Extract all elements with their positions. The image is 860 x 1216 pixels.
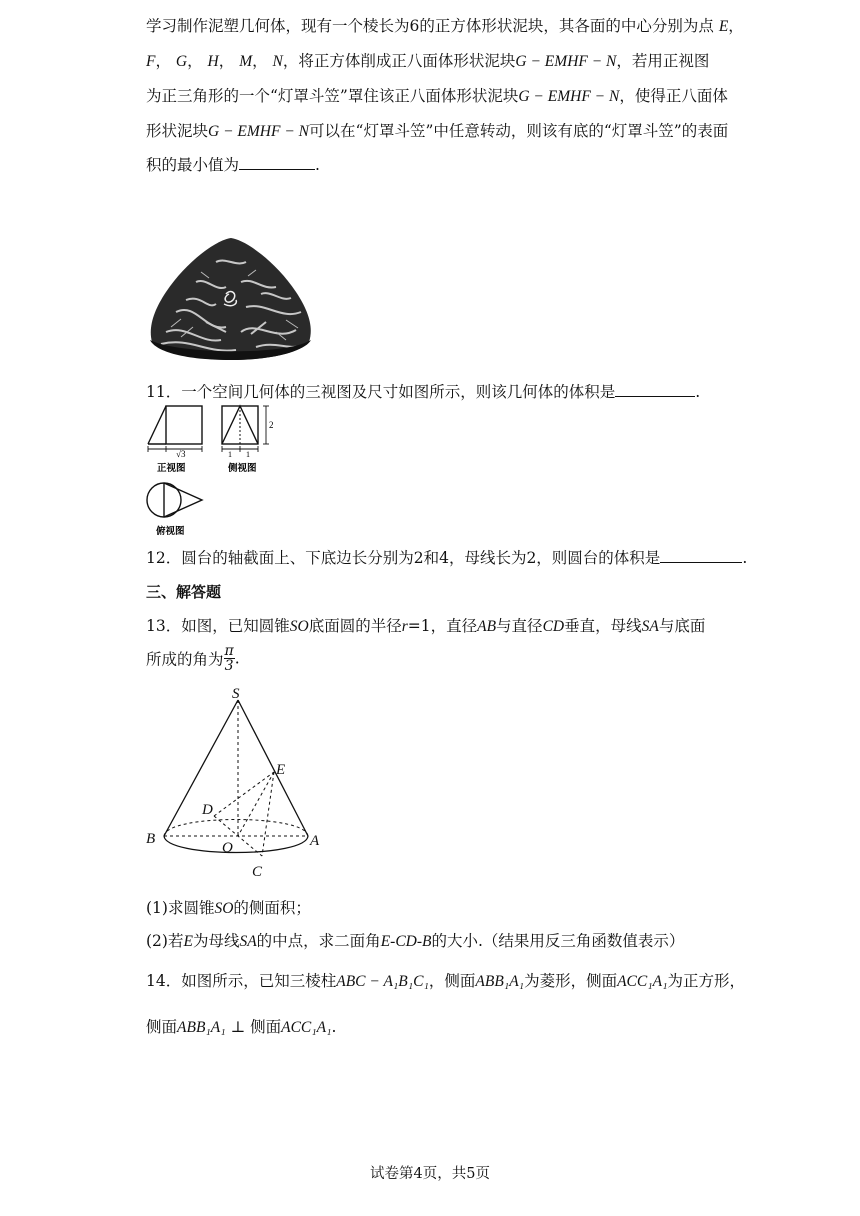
cone-diagram: [144, 686, 334, 886]
dim-sqrt3-label: √3: [176, 449, 186, 459]
point-E-label: E: [276, 762, 286, 778]
q11-text: 11．一个空间几何体的三视图及尺寸如图所示，则该几何体的体积是 .: [146, 383, 701, 401]
answer-blank: [239, 168, 315, 170]
angle-fraction: $\frac{\pi}{3}$: [224, 643, 234, 674]
point-D-label: D: [202, 802, 213, 818]
svg-text:1: 1: [246, 450, 250, 459]
p10-line-3: 为正三角形的一个“灯罩斗笠”罩住该正八面体形状泥块G − EMHF − N，使得正八面体: [146, 87, 728, 105]
point-B-label: B: [146, 831, 156, 847]
p10-line-1: 学习制作泥塑几何体，现有一个棱长为6的正方体形状泥块，其各面的中心分别为点 E，: [146, 17, 744, 35]
top-view: [147, 483, 202, 517]
front-view: [148, 406, 202, 444]
p10-line-5: 积的最小值为 .: [146, 156, 320, 174]
svg-text:1: 1: [228, 450, 232, 459]
q13-line-1: 13．如图，已知圆锥SO底面圆的半径r=1，直径AB与直径CD垂直，母线SA与底面: [146, 617, 706, 635]
q13-sub1: (1)求圆锥SO的侧面积；: [146, 899, 311, 917]
point-C-label: C: [252, 864, 263, 880]
section-heading: 三、解答题: [146, 583, 222, 601]
svg-text:2: 2: [269, 420, 274, 430]
q12-text: 12．圆台的轴截面上、下底边长分别为2和4，母线长为2，则圆台的体积是 .: [146, 549, 748, 567]
q13-sub2: (2)若E为母线SA的中点，求二面角E-CD-B的大小.（结果用反三角函数值表示）: [146, 932, 685, 950]
q13-line-2: 所成的角为 $\frac{\pi}{3}$ .: [146, 643, 240, 674]
three-view-diagram: [146, 404, 286, 544]
point-S-label: S: [232, 686, 240, 702]
page-footer: 试卷第4页，共5页: [370, 1166, 490, 1182]
point-O-label: O: [222, 840, 233, 856]
q14-line-1: 14．如图所示，已知三棱柱ABC − A₁B₁C₁，侧面ABB₁A₁为菱形，侧面ACC₁A₁为正方形，: [146, 972, 745, 990]
side-view-label: 侧视图: [228, 463, 257, 474]
q14-line-2: 侧面ABB₁A₁ ⊥ 侧面ACC₁A₁.: [146, 1018, 337, 1036]
point-A-label: A: [310, 833, 320, 849]
p10-line-2: F， G， H， M， N，将正方体削成正八面体形状泥块G − EMHF − N，若用正视图: [146, 52, 710, 70]
front-view-label: 正视图: [157, 463, 186, 474]
straw-hat-image: [146, 232, 316, 362]
top-view-label: 俯视图: [156, 526, 185, 537]
p10-line-4: 形状泥块G − EMHF − N可以在“灯罩斗笠”中任意转动，则该有底的“灯罩斗笠”的表面: [146, 122, 729, 140]
